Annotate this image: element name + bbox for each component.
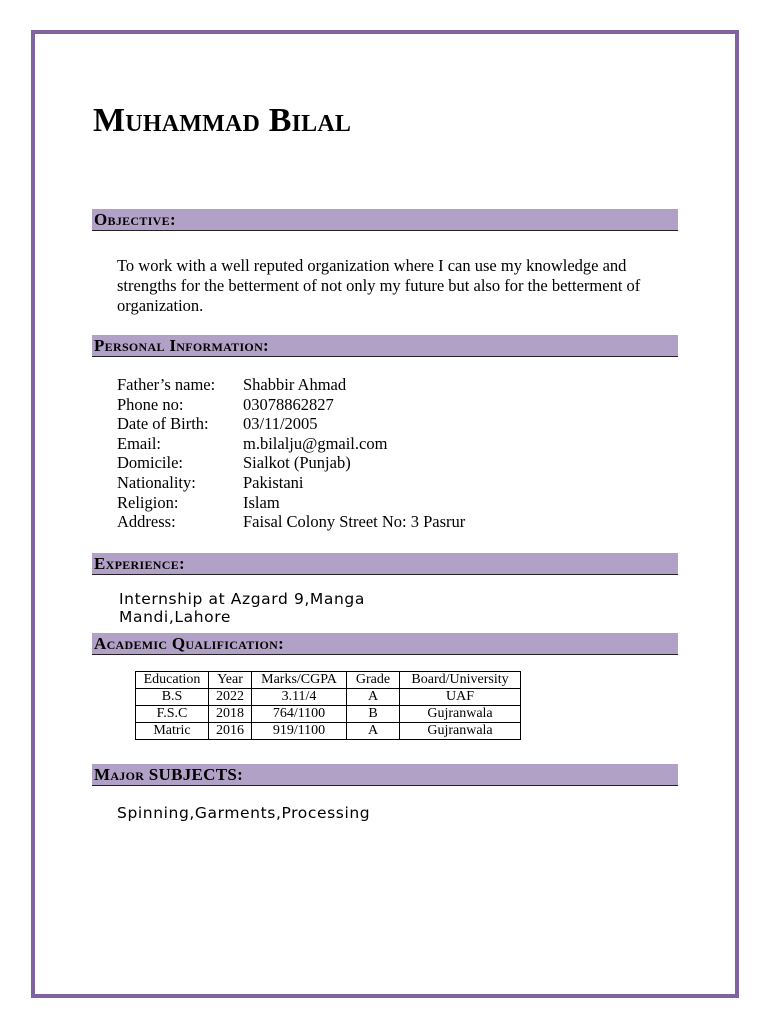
info-value: Sialkot (Punjab) [243, 453, 351, 473]
experience-line: Mandi,Lahore [119, 608, 231, 626]
info-label: Address: [117, 512, 176, 532]
table-cell: Gujranwala [400, 723, 521, 740]
academic-heading-bar [92, 633, 678, 655]
column-header: Grade [347, 672, 400, 689]
table-cell: UAF [400, 689, 521, 706]
table-cell: Gujranwala [400, 706, 521, 723]
subjects-heading-bar [92, 764, 678, 786]
subjects-heading: Major SUBJECTS: [94, 765, 244, 784]
table-cell: A [347, 723, 400, 740]
info-label: Phone no: [117, 394, 184, 414]
info-row [117, 414, 617, 434]
info-label: Email: [117, 433, 161, 453]
table-row [136, 723, 521, 740]
info-row [117, 375, 617, 395]
table-cell: 3.11/4 [252, 689, 347, 706]
info-label: Nationality: [117, 472, 196, 492]
table-cell: A [347, 689, 400, 706]
experience-heading-bar [92, 553, 678, 575]
column-header: Year [209, 672, 252, 689]
info-value: 03078862827 [243, 394, 334, 414]
info-value: Shabbir Ahmad [243, 375, 347, 394]
experience-heading: Experience: [94, 554, 185, 573]
info-label: Religion: [117, 492, 179, 512]
experience-text [119, 590, 365, 626]
subjects-text: Spinning,Garments,Processing [117, 804, 371, 822]
personal-heading: Personal Information: [94, 336, 269, 355]
info-label: Father’s name: [117, 375, 216, 394]
info-row [117, 473, 617, 493]
personal-heading-bar [92, 335, 678, 357]
table-cell: B [347, 706, 400, 723]
objective-text: To work with a well reputed organization where I can use my knowledge and strengths for the betterment of not only my future but also for the betterment of organization. [117, 256, 641, 315]
table-cell: B.S [136, 689, 209, 706]
info-row [117, 434, 617, 454]
table-cell: 919/1100 [252, 723, 347, 740]
info-value: 03/11/2005 [243, 414, 318, 434]
table-cell: 2018 [209, 706, 252, 723]
objective-heading-bar [92, 209, 678, 231]
personal-info [117, 375, 617, 532]
info-value: Islam [243, 492, 280, 512]
table-cell: 764/1100 [252, 706, 347, 723]
info-value: Faisal Colony Street No: 3 Pasrur [243, 512, 466, 532]
experience-line: Internship at Azgard 9,Manga [119, 590, 365, 608]
column-header: Marks/CGPA [252, 672, 347, 689]
info-label: Date of Birth: [117, 414, 209, 434]
info-label: Domicile: [117, 453, 183, 473]
column-header: Board/University [400, 672, 521, 689]
column-header: Education [136, 672, 209, 689]
info-row [117, 453, 617, 473]
info-row [117, 395, 617, 415]
table-cell: F.S.C [136, 706, 209, 723]
info-row [117, 493, 617, 513]
table-row [136, 689, 521, 706]
academic-heading: Academic Qualification: [94, 634, 285, 653]
candidate-name: Muhammad Bilal [93, 102, 352, 139]
table-cell: 2022 [209, 689, 252, 706]
academic-table [135, 671, 521, 740]
info-value: Pakistani [243, 472, 304, 492]
table-header-row [136, 672, 521, 689]
table-cell: Matric [136, 723, 209, 740]
info-value: m.bilalju@gmail.com [243, 433, 388, 453]
info-row [117, 512, 617, 532]
table-row [136, 706, 521, 723]
table-cell: 2016 [209, 723, 252, 740]
objective-heading: Objective: [94, 210, 176, 229]
